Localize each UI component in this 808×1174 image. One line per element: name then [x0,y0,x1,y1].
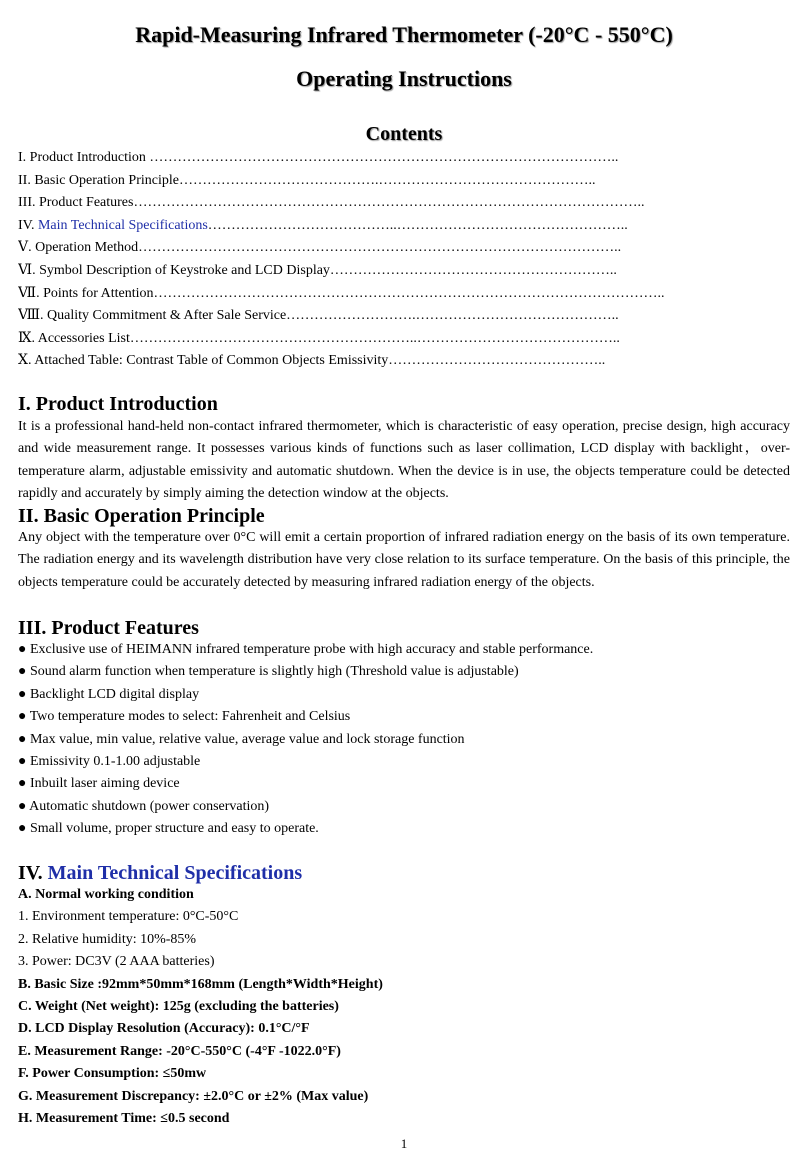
toc-item[interactable]: Ⅴ. Operation Method………………………………………………………………………………………….. [18,240,622,256]
contents-heading: Contents [365,123,443,145]
spec-line: H. Measurement Time: ≤0.5 second [18,1110,230,1126]
document-title: Rapid-Measuring Infrared Thermometer (-20°C - 550°C) [135,22,673,47]
toc-item[interactable]: Ⅸ. Accessories List……………………………………………………..…………………………………….. [18,330,620,346]
toc-item[interactable]: Ⅵ. Symbol Description of Keystroke and LCD Display…………………………………………………….. [18,262,617,278]
spec-line: 1. Environment temperature: 0°C-50°C [18,909,239,925]
list-item: ● Automatic shutdown (power conservation) [18,798,270,814]
section-heading-technical-specifications [18,861,302,885]
section-body-product-introduction: It is a professional hand-held non-contact infrared thermometer, which is characteristic of easy operation, precise design, high accuracy and wide measurement range. It possesses various kinds of functions such as laser collimation, LCD display with backlight，over-temperature alarm, adjustable emissivity and automatic shutdown. When the device is in use, the objects temperature could be detected rapidly and accurately by simply aiming the detection window at the objects. [18,419,790,501]
spec-line: 3. Power: DC3V (2 AAA batteries) [18,954,215,970]
list-item: ● Sound alarm function when temperature is slightly high (Threshold value is adjustable) [18,664,519,680]
list-item: ● Small volume, proper structure and easy to operate. [18,821,319,837]
toc-item[interactable]: II. Basic Operation Principle…………………………………….……………………………………….. [18,172,596,188]
spec-line: F. Power Consumption: ≤50mw [18,1066,207,1082]
toc-item[interactable]: I. Product Introduction ……………………………………………………………………………………….. [18,150,619,165]
list-item: ● Emissivity 0.1-1.00 adjustable [18,753,201,769]
toc-item[interactable]: Ⅹ. Attached Table: Contrast Table of Common Objects Emissivity……………………………………….. [18,353,606,369]
section-heading-product-features: III. Product Features [18,617,199,639]
section-heading-product-introduction: I. Product Introduction [18,393,218,415]
section-heading-operation-principle: II. Basic Operation Principle [18,505,265,527]
spec-line: D. LCD Display Resolution (Accuracy): 0.1°C/°F [18,1021,310,1037]
spec-line: A. Normal working condition [18,887,194,902]
spec-line: 2. Relative humidity: 10%-85% [18,931,197,947]
toc-item[interactable]: III. Product Features……………………………………………………………………………………………….. [18,195,645,211]
features-list [18,639,790,841]
spec-line: C. Weight (Net weight): 125g (excluding the batteries) [18,998,339,1014]
list-item: ● Two temperature modes to select: Fahrenheit and Celsius [18,709,351,725]
list-item: ● Max value, min value, relative value, average value and lock storage function [18,731,465,747]
spec-line: G. Measurement Discrepancy: ±2.0°C or ±2% (Max value) [18,1088,369,1104]
specifications-list [18,884,790,1130]
toc-item[interactable]: Ⅷ. Quality Commitment & After Sale Service……………………….…………………………………….. [18,308,619,324]
spec-line: B. Basic Size :92mm*50mm*168mm (Length*Width*Height) [18,976,383,992]
table-of-contents [18,147,790,373]
section-body-operation-principle: Any object with the temperature over 0°C will emit a certain proportion of infrared radiation energy on the basis of its own temperature. The radiation energy and its wavelength distribution have very close relation to its surface temperature. On the basis of this principle, the objects temperature could be accurately detected by measuring infrared radiation energy of the objects. [18,530,790,590]
toc-item-highlighted[interactable]: IV. Main Technical Specifications…………………………………..………………………………………….. [18,217,628,233]
list-item: ● Exclusive use of HEIMANN infrared temperature probe with high accuracy and stable performance. [18,642,594,657]
section-number: IV. [18,862,43,884]
document-subtitle: Operating Instructions [296,66,512,91]
section-title: Main Technical Specifications [47,862,303,884]
toc-item[interactable]: Ⅶ. Points for Attention……………………………………………………………………………………………….. [18,285,665,301]
list-item: ● Inbuilt laser aiming device [18,776,180,792]
spec-line: E. Measurement Range: -20°C-550°C (-4°F -1022.0°F) [18,1043,341,1059]
list-item: ● Backlight LCD digital display [18,686,200,702]
page-number: 1 [400,1136,408,1151]
